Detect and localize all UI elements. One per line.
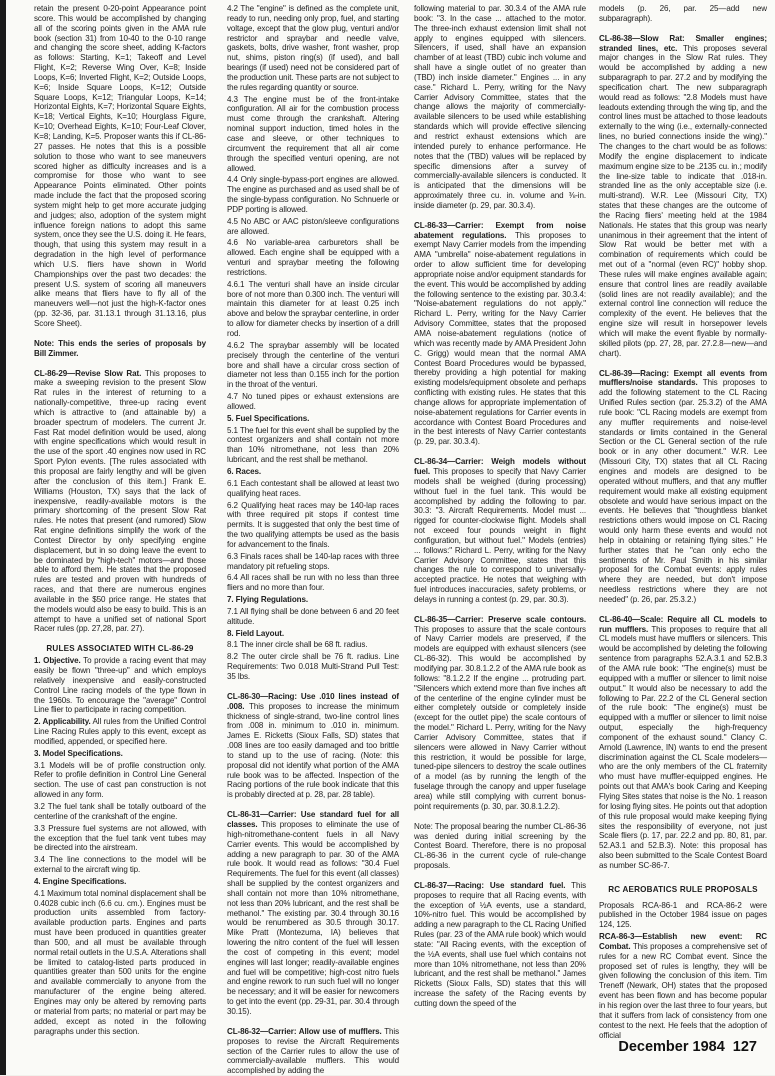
paragraph-text: 3.3 Pressure fuel systems are not allowed, with the exception that the fuel tank vent tubes may be directed into the airstream. (34, 823, 206, 853)
paragraph (414, 457, 586, 605)
paragraph (34, 717, 206, 747)
paragraph-text: 3.2 The fuel tank shall be totally outboard of the centerline of the crankshaft of the engine. (34, 801, 206, 821)
paragraph (599, 34, 767, 359)
paragraph (599, 932, 767, 1040)
paragraph-text: This proposes several major changes in the Slow Rat rules. They would be accomplished by adding a new subparagraph to par. 27.2 and by modifying the specification chart. The new subparagraph would read as follows: "2.8 Models must have leadouts extending through the wing tip, and the control lines must be attached to those leadouts externally to the wing (i.e., externally-connected lines, no buried connections inside the wing)." The changes to the chart would be as follows: Modify the engine displacement to indicate maximum engine size to be .2135 cu. in.; modify the line-size table to indicate that .018-in. stranded line as the only acceptable size (i.e. multi-strand). W.R. Lee (Missouri City, TX) states that these changes are the outcome of the Racing fliers' meeting held at the 1984 Nationals. He states that this group was nearly unanimous in their agreement that the intent of Slow Rat would be better met with a combination of requirements which could be met out of a "normal (even RC)" hobby shop. These rules will make engines available again; ensure that control lines are readily available (solid lines are not readily available); and the external control line connection will reduce the complexity of the event. He believes that the engine size will result in horsepower levels which will make the event flyable by normally-skilled pilots (pp. 27, 28, par. 27.2.8—new—and chart). (599, 43, 767, 358)
paragraph (34, 824, 206, 854)
proposal-title: 3. Model Specifications. (34, 748, 123, 758)
proposal-title: CL-86-30—Racing: Use .010 lines instead of .008. (227, 691, 399, 711)
paragraph (227, 652, 399, 682)
paragraph (414, 881, 586, 1009)
paragraph (34, 855, 206, 875)
issue-date: December 1984 (618, 1039, 725, 1055)
paragraph (227, 501, 399, 550)
proposal-title: 4. Engine Specifications. (34, 876, 127, 886)
paragraph (227, 595, 399, 605)
paragraph-text: This proposes a comprehensive set of rules for a new RC Combat event. Since the proposed set of rules is lengthy, they will be given following the conclusion of this item. Tim Treneff (Newark, OH) states that the proposed event has been flown and has become popular in his region over the last three to four years, but that it suffers from lack of consistency from one contest to the next. He feels that the adoption of official (599, 941, 767, 1040)
paragraph-text: models (p. 26, par. 25—add new subparagraph). (599, 4, 767, 23)
paragraph (227, 479, 399, 499)
paragraph-text: 4.7 No tuned pipes or exhaust extensions are allowed. (227, 392, 399, 411)
paragraph (227, 640, 399, 650)
paragraph-text: This proposes to add the following statement to the CL Racing Unified Rules section (par. 25.3.2) of the AMA rule book: "CL Racing models are exempt from any muffler requirements and noise-level standards or limits contained in the General Section or the CL General section of the rule book or in any other document." W.R. Lee (Missouri City, TX) states that all CL Racing engines and models are designed to be operated without mufflers, and that any muffler requirement would make all existing equipment obsolete and would have serious impact on the events. He believes that "thoughtless blanket restrictions others would impose on CL Racing would only harm these events and would not help in obtaining or retaining flying sites." He further states that he "can only echo the sentiments of Mr. Paul Smith in his similar proposal for the Combat events: apply rules where they are needed, but don't impose needless restrictions where they are not needed" (p. 26, par. 25.3.2.) (599, 378, 767, 604)
paragraph-text: following material to par. 30.3.4 of the AMA rule book: "3. In the case ... attached to the motor. The three-inch exhaust extension limit shall not apply to engines equipped with silencers. Silencers, if used, shall have an expansion chamber of at least (TBD) cubic inch volume and shall have a single outlet of no greater than (TBD) inch inside diameter." Engines ... in any case." Richard L. Perry, writing for the Navy Carrier Advisory Committee, states that the change allows the majority of commercially-available silencers to be used while establishing standards which will provide effective silencing and restrict exhaust extensions which are intended purely to enhance performance. He notes that the (TBD) values will be replaced by specific dimensions after a survey of commercially-available silencers is conducted. It is anticipated that the dimensions will be approximately three cu. in. volume and ⅜-in. inside diameter (p. 29, par. 30.3.4). (414, 4, 586, 210)
paragraph-text: Note: This ends the series of proposals by Bill Zimmer. (34, 338, 206, 358)
paragraph (599, 4, 767, 24)
paragraph-text: 4.3 The engine must be of the front-intake configuration. All air for the combustion process must come through the crankshaft. Altering nominal support induction, timed holes in the case and sleeve, or other techniques to circumvent the requirement that all air come through the specified venturi opening, are not allowed. (227, 94, 399, 173)
proposal-title: CL-86-29—Revise Slow Rat. (34, 368, 142, 378)
paragraph-text: 4.4 Only single-bypass-port engines are allowed. The engine as purchased and as used shall be of the single-bypass configuration. No Schnuerle or PDP porting is allowed. (227, 175, 399, 214)
paragraph-text: This proposes to exempt Navy Carrier models from the impending AMA "umbrella" noise-abatement regulations in order to allow sufficient time for developing appropriate noise and/or equipment standards for the event. This would be accomplished by adding the following sentence to the existing par. 30.3.4: "Noise-abatement regulations do not apply." Richard L. Perry, writing for the Navy Carrier Advisory Committee, states that the proposed AMA noise-abatement regulations (notice of which was recently made by AMA President John C. Grigg) would mean that the normal AMA Contest Board Procedures would be bypassed, thereby providing a high potential for making existing models/equipment obsolete and perhaps conflicting with existing rules. He states that this change allows for appropriate implementation of noise-abatement regulations for Carrier events in accordance with Contest Board Procedures and in the best interests of Navy Carrier contestants (p. 29, par. 30.3.4). (414, 230, 586, 447)
text-column-2 (227, 4, 400, 1076)
proposal-title: 1. Objective. (34, 656, 81, 666)
paragraph (227, 467, 399, 477)
paragraph-text: 6.4 All races shall be run with no less than three fliers and no more than four. (227, 573, 399, 593)
proposal-title: RCA-86-3—Establish new event: RC Combat. (599, 932, 767, 951)
paragraph (227, 552, 399, 572)
paragraph-text: To provide a racing event that may easily be flown "three-up" and which employs relatively inexpensive and easily-constructed Control Line racing models of the type flown in the 1960s. To encourage the "average" Control Line flier to participate in racing competition. (34, 656, 206, 715)
paragraph (414, 822, 586, 871)
paragraph-text: All rules from the Unified Control Line Racing Rules apply to this event, except as modified, appended, or specified here. (34, 717, 206, 746)
paragraph-text: This proposes to revise the Aircraft Requirements section of the Carrier rules to allow the use of commercially-available mufflers. This would accomplished by adding the (227, 1026, 400, 1076)
paragraph (227, 175, 399, 214)
paragraph (227, 238, 399, 277)
proposal-title: CL-86-37—Racing: Use standard fuel. (414, 880, 566, 890)
paragraph-text: This proposes to require that all CL models must have mufflers or silencers. This would be accomplished by deleting the following sentence from paragraphs 52.A.3.1 and 52.B.3 of the AMA rule book: "The engine(s) must be equipped with a muffler or silencer to limit noise output." It would also be necessary to add the following to Par. 22.2 of the CL General section of the rule book: "The engine(s) must be equipped with a muffler or silencer to limit noise output, especially the high-frequency component of the exhaust sound." Clancy C. Arnold (Lawrence, IN) wants to end the present discrimination against the CL Scale modelers—who are the only members of the CL fraternity who must have muffler-equipped engines. He points out that AMA's book Caring and Keeping Flying Sites states that noise is the No. 1 reason for losing flying sites. He points out that adoption of this rule proposal would make keeping flying sites the responsibility of everyone, not just Scale fliers (p. 17, par. 22.2 and pp. 80, 81, par. 52.A3.1 and 52.B.3). Note: this proposal has also been submitted to the Scale Contest Board as number SC-86-7. (599, 624, 767, 870)
paragraph (227, 607, 399, 627)
paragraph (227, 392, 399, 412)
paragraph (227, 810, 399, 1017)
page-footer (618, 1039, 757, 1055)
paragraph (599, 901, 767, 931)
proposal-title: 6. Races. (227, 466, 261, 476)
paragraph (227, 426, 399, 465)
paragraph-text: Proposals RCA-86-1 and RCA-86-2 were published in the October 1984 issue on pages 124, 125. (599, 900, 767, 930)
paragraph (34, 877, 206, 887)
paragraph-text: 6.1 Each contestant shall be allowed at least two qualifying heat races. (227, 478, 399, 498)
paragraph-text: 4.6.1 The venturi shall have an inside circular bore of not more than 0.300 inch. The venturi will maintain this diameter for at least 0.25 inch above and below the spraybar centerline, in order to allow for diameter checks by insertion of a drill rod. (227, 279, 399, 338)
proposal-title: CL-86-33—Carrier: Exempt from noise abatement regulations. (414, 220, 586, 240)
paragraph-text: This proposes to require that all Racing events, with the exception of ½A events, use a standard, 10%-nitro fuel. This would be accomplished by adding a new paragraph to the CL Racing Unified Rules (par. 23 of the AMA rule book) which would state: "All Racing events, with the exception of the ½A events, shall use fuel which contains not more than 10% nitromethane, not less than 20% lubricant, and the rest shall be methanol." James Ricketts (Sioux Falls, SD) states that this will increase the safety of the Racing events by cutting down the speed of the (414, 880, 586, 1008)
paragraph-text: retain the present 0-20-point Appearance point score. This would be accomplished by changing all of the scoring points given in the AMA rule book (section 31) from 10-40 to the 0-10 range and changing the score sheet, adding K-factors as follows: Starting, K=1; Takeoff and Level Flight, K=2; Reverse Wing Over, K=8; Inside Loops, K=6; Inverted Flight, K=2; Outside Loops, K=6; Inside Square Loops, K=12; Outside Square Loops, K=12; Triangular Loops, K=14; Horizontal Eights, K=7; Horizontal Square Eights, K=18; Vertical Eights, K=10; Hourglass Figure, K=10; Overhead Eights, K=10; Four-Leaf Clover, K=8; Landing, K=5. Proposer wants this if CL-86-27 passes. He notes that this is a possible solution to those who want to see maneuvers scored higher as difficulty increases and is a compromise for those who want to see Appearance Points eliminated. Other points made include the fact that the proposed scoring system might help to get more accurate judging and judges; also, adoption of the system might influence foreign nations to adopt this same system, once they see the U.S. doing it. He fears, though, that using this system may result in a degradation in the high level of performance which U.S. fliers have shown in World Championships over the past two decades: the present U.S. system of scoring all maneuvers alike means that fliers have to fly all of the maneuvers well—not just the high-K-factor ones (pp. 32-36, par. 31.13.1 through 31.13.16, plus Score Sheet). (34, 4, 206, 328)
paragraph (227, 414, 399, 424)
paragraph (599, 615, 767, 871)
proposal-title: CL-86-31—Carrier: Use standard fuel for all classes. (227, 810, 399, 829)
proposal-title: CL-86-35—Carrier: Preserve scale contours. (414, 614, 586, 624)
paragraph-text: This proposes to specify that Navy Carrier models shall be weighed (during processing) without fuel in the fuel tank. This would be accomplished by adding the following to par. 30.3: "3. Aircraft Requirements. Model must ... rigged for counter-clockwise flight. Models shall not exceed four pounds weight in flight configuration, but without fuel." Models (entries) ... follows:" Richard L. Perry, writing for the Navy Carrier Advisory Committee, states that this changes the rule to correspond to universally-accepted practice. He notes that weighing with fuel introduces inaccuracies, safety problems, or delays in running a contest (p. 29, par. 30.3). (414, 466, 586, 604)
page-number: 127 (732, 1039, 757, 1055)
paragraph-text: This proposes to make a sweeping revision to the present Slow Rat rules in the interest of returning to a nationally-competitive, three-up racing event which is attractive to (and attainable by) a broader spectrum of modelers. The current Jr. Fast Rat model definition would be used, along with engine specifications which would result in the use of the sport .40 engines now used in RC Sport Pylon events. [The rules associated with this proposal are fairly lengthy and will be given after the conclusion of this item.] Frank E. Williams (Houston, TX) says that the lack of inexpensive, readily-available motors is the primary shortcoming of the present Slow Rat rules. He notes that present (and rumored) Slow Rat engine definitions simplify the work of the Contest Director by only specifying engine displacement, but in so doing leave the event to be dominated by "high-tech" motors—and those able to afford them. He states that the proposed rules are tested and proven with hundreds of races, and that there are numerous engines available in the $50 price range. He states that the models would also be easy to build. This is an attempt to have a unified set of national Sport Racer rules (pp. 27,28, par. 27). (34, 368, 206, 634)
paragraph (414, 4, 586, 211)
paragraph (34, 761, 206, 800)
section-heading: RULES ASSOCIATED WITH CL-86-29 (46, 644, 194, 654)
paragraph (599, 369, 767, 605)
proposal-title: 2. Applicability. (34, 717, 91, 727)
paragraph-text: 4.2 The "engine" is defined as the complete unit, ready to run, needing only prop, fuel, and starting voltage, except that the glow plug, venturi and/or restrictor and spraybar and needle valve, gaskets, bolts, drive washer, front washer, prop nut, shims, piston ring(s) (if used), and ball bearings (if used) need not be considered part of the production unit. These parts are not subject to the rules regarding quantity or source. (227, 4, 399, 92)
paragraph (227, 217, 399, 237)
section-heading: RC AEROBATICS RULE PROPOSALS (608, 884, 758, 894)
proposal-title: CL-86-34—Carrier: Weigh models without fuel. (414, 457, 586, 476)
paragraph (227, 629, 399, 639)
paragraph-text: This proposes to increase the minimum thickness of single-strand, two-line control lines from .008 in. minimum to .010 in. minimum. James E. Ricketts (Sioux Falls, SD) states that .008 lines are too easily damaged and too brittle to stand up to the use of racing. (Note: this proposal did not identify what portion of the AMA rule book was to be affected. Inspection of the Racing portions of the rule book indicate that this is probably directed at p. 28, par. 28 table). (227, 701, 399, 800)
paragraph-text: 4.6 No variable-area carburetors shall be allowed. Each engine shall be equipped with a venturi and spraybar meeting the following restrictions. (227, 238, 399, 277)
proposal-title: CL-86-40—Scale: Require all CL models to run mufflers. (599, 614, 767, 634)
text-column-4 (599, 4, 767, 1040)
paragraph (34, 656, 206, 715)
text-column-3 (414, 4, 586, 1023)
paragraph-text: 7.1 All flying shall be done between 6 and 20 feet altitude. (227, 606, 399, 626)
paragraph-text: This proposes to assure that the scale contours of Navy Carrier models are preserved, if the models are equipped with exhaust silencers (see CL-86-32). This would be accomplished by modifying par. 30.8.1.2.2 of the AMA rule book as follows: "8.1.2.2 If the engine ... protruding part. "Silencers which extend more than five inches aft of the centerline of the engine cylinder must be either completely outside or completely inside (except for the outlet pipe) the scale contours of the model." Richard L. Perry, writing for the Navy Carrier Advisory Committee, states that if silencers were allowed in Navy Carrier without this restriction, it would be possible for large, tuned-pipe silencers to destroy the scale outlines of a model (as by running the length of the fuselage through the canopy and upper fuselage area) while still complying with current bonus-point requirements (p. 30, par. 30.8.1.2.2). (414, 624, 586, 811)
paragraph (414, 615, 586, 812)
proposal-title: CL-86-32—Carrier: Allow use of mufflers. (227, 1026, 382, 1036)
paragraph (227, 341, 399, 390)
paragraph (227, 692, 399, 800)
paragraph-text: 4.6.2 The spraybar assembly will be located precisely through the centerline of the venturi bore and shall have a circular cross section of diameter not less than 0.155 inch for the portion in the throat of the venturi. (227, 340, 399, 390)
paragraph (227, 280, 399, 339)
proposal-title: 5. Fuel Specifications. (227, 413, 310, 423)
paragraph (34, 802, 206, 822)
proposal-title: CL-86-39—Racing: Exempt all events from mufflers/noise standards. (599, 368, 767, 388)
paragraph-text: 3.1 Models will be of profile construction only. Refer to profile definition in Control Line General section. The use of cast pan construction is not allowed in any form. (34, 760, 206, 800)
paragraph-text: This proposes to eliminate the use of high-nitromethane-content fuels in all Navy Carrier events. This would be accomplished by adding a new paragraph to par. 30 of the AMA rule book. It would read as follows: "30.4 Fuel Requirements. The fuel for this event (all classes) shall be supplied by the contest organizers and shall contain not more than 10% nitromethane, not less than 20% lubricant, and the rest shall be methanol." The existing par. 30.4 through 30.16 would be renumbered as 30.5 through 30.17. Mike Pratt (Montezuma, IA) believes that lowering the nitro content of the fuel will lessen the cost of competing in this event; model engines will last longer; readily-available engines and fuel will be competitive; high-cost nitro fuels and engine rework to run such fuel will no longer be necessary; and it will be easier for newcomers to get into the event (pp. 29-31, par. 30.4 through 30.15). (227, 819, 399, 1016)
text-column-1 (34, 4, 206, 1036)
paragraph (414, 221, 586, 447)
paragraph-text: Note: The proposal bearing the number CL-86-36 was denied during initial screening by the Contest Board. Therefore, there is no proposal CL-86-36 in the current cycle of rule-change proposals. (414, 821, 586, 871)
proposal-title: 7. Flying Regulations. (227, 595, 308, 605)
paragraph (227, 573, 399, 593)
paragraph (227, 95, 399, 174)
paragraph-text: 6.2 Qualifying heat races may be 140-lap races with three required pit stops if contest time permits. It is suggested that only the best time of the two qualifying attempts be used as the basis for advancement to the finals. (227, 500, 399, 549)
paragraph (227, 4, 399, 93)
paragraph (34, 4, 206, 329)
paragraph-text: 8.2 The outer circle shall be 76 ft. radius. Line Requirements: Two 0.018 Multi-Strand Pull Test: 35 lbs. (227, 652, 399, 681)
paragraph-text: 4.5 No ABC or AAC piston/sleeve configurations are allowed. (227, 216, 399, 236)
paragraph (34, 889, 206, 1037)
paragraph-text: 6.3 Finals races shall be 140-lap races with three mandatory pit refueling stops. (227, 551, 399, 571)
proposal-title: 8. Field Layout. (227, 628, 284, 638)
paragraph (227, 1027, 399, 1076)
paragraph-text: 5.1 The fuel for this event shall be supplied by the contest organizers and shall contain not more than 10% nitromethane, not less than 20% lubricant, and the rest shall be methanol. (227, 425, 399, 465)
paragraph-text: 4.1 Maximum total nominal displacement shall be 0.4028 cubic inch (6.6 cu. cm.). Engines must be production units assembled from factory-available production parts. Engines and parts must have been produced in quantities greater than 500, and all must be available through normal retail outlets in the U.S.A. Alterations shall be limited to catalog-listed parts produced in quantities greater than 500 units for the engine and available commercially to anyone from the manufacturer of the engine being altered. Engines may only be altered by removing parts or material from parts; no material or part may be added, except as noted in the following paragraphs under this section. (34, 888, 206, 1036)
paragraph-text: 3.4 The line connections to the model will be external to the aircraft wing tip. (34, 855, 206, 875)
proposal-title: CL-86-38—Slow Rat: Smaller engines; stranded lines, etc. (599, 33, 767, 53)
paragraph (34, 369, 206, 635)
paragraph (34, 339, 206, 359)
paragraph-text: 8.1 The inner circle shall be 68 ft. radius. (227, 640, 368, 650)
paragraph (34, 749, 206, 759)
